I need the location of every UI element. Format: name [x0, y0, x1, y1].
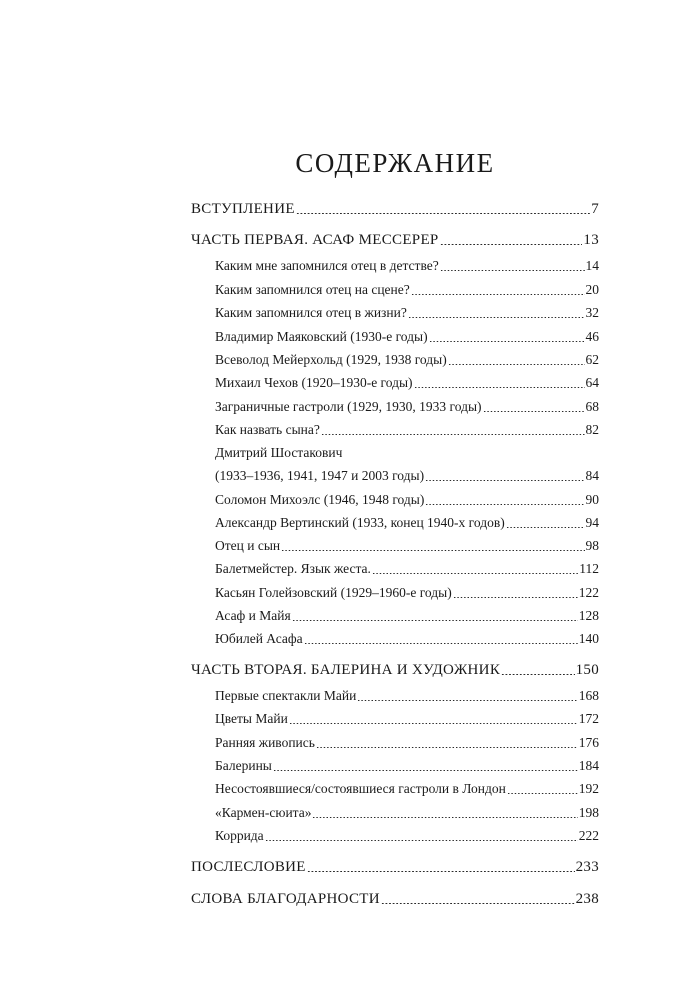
toc-entry [215, 490, 599, 510]
toc-entry [215, 826, 599, 846]
toc-entry-title: Как назвать сына? [215, 422, 320, 437]
toc-entry-page: 140 [578, 631, 599, 646]
toc-entry [215, 420, 599, 440]
toc-entry-title: Асаф и Майя [215, 608, 291, 623]
toc-entry-page: 222 [578, 828, 599, 843]
dot-leader [307, 871, 575, 872]
toc-entry [215, 327, 599, 347]
toc-entry-title: ЧАСТЬ ВТОРАЯ. БАЛЕРИНА И ХУДОЖНИК [191, 662, 501, 678]
dot-leader [304, 643, 578, 644]
toc-entry-title: ВСТУПЛЕНИЕ [191, 201, 295, 217]
toc-entry [215, 303, 599, 323]
toc-entry [215, 397, 599, 417]
toc-entry-page: 176 [578, 735, 599, 750]
toc-entry-title: Юбилей Асафа [215, 631, 303, 646]
toc-entry-page: 82 [585, 422, 599, 437]
toc-entry-page: 192 [578, 781, 599, 796]
toc-entry-title: Соломон Михоэлс (1946, 1948 годы) [215, 492, 425, 507]
toc-entry [215, 513, 599, 533]
dot-leader [501, 674, 574, 675]
page-title: СОДЕРЖАНИЕ [295, 148, 495, 178]
toc-entry-page: 7 [591, 201, 599, 217]
toc-entry [191, 199, 599, 219]
toc-entry [215, 803, 599, 823]
toc-entry [215, 536, 599, 556]
toc-entry [215, 350, 599, 370]
toc-entry-title: Дмитрий Шостакович [215, 445, 343, 460]
toc-entry-page: 150 [575, 662, 599, 678]
toc-entry-page: 64 [585, 375, 599, 390]
dot-leader [483, 411, 585, 412]
toc-entry [191, 660, 599, 680]
toc-entry-title: Балерины [215, 758, 272, 773]
toc-entry-page: 68 [585, 399, 599, 414]
toc-entry-title: Всеволод Мейерхольд (1929, 1938 годы) [215, 352, 447, 367]
toc-entry-page: 20 [585, 282, 599, 297]
toc-entry-page: 184 [578, 758, 599, 773]
dot-leader [289, 723, 578, 724]
dot-leader [408, 317, 585, 318]
toc-entry [215, 280, 599, 300]
toc-entry-page: 32 [585, 305, 599, 320]
toc-entry-title: Отец и сын [215, 538, 281, 553]
toc-entry [191, 230, 599, 250]
toc-entry-page: 94 [585, 515, 599, 530]
toc-entry-page: 14 [585, 258, 599, 273]
toc-entry [215, 629, 599, 649]
dot-leader [312, 817, 577, 818]
toc-entry [215, 733, 599, 753]
toc-entry-title: Владимир Маяковский (1930-е годы) [215, 329, 428, 344]
toc-entry-page: 90 [585, 492, 599, 507]
toc-entry-page: 233 [575, 859, 599, 875]
toc-entry-page: 62 [585, 352, 599, 367]
toc-entry-page: 198 [578, 805, 599, 820]
toc-entry-title: ЧАСТЬ ПЕРВАЯ. АСАФ МЕССЕРЕР [191, 232, 439, 248]
toc-entry [191, 857, 599, 877]
toc-entry-page: 238 [575, 891, 599, 907]
dot-leader [316, 747, 578, 748]
toc-entry [191, 889, 599, 909]
dot-leader [425, 504, 584, 505]
toc-entry [215, 606, 599, 626]
dot-leader [507, 793, 578, 794]
toc-entry-title: СЛОВА БЛАГОДАРНОСТИ [191, 891, 380, 907]
dot-leader [381, 903, 575, 904]
toc-entry-title: Ранняя живопись [215, 735, 315, 750]
dot-leader [506, 527, 585, 528]
toc-entry-title: Михаил Чехов (1920–1930-е годы) [215, 375, 413, 390]
toc-entry-title: Каким мне запомнился отец в детстве? [215, 258, 439, 273]
dot-leader [448, 364, 585, 365]
toc-entry-page: 13 [583, 232, 599, 248]
toc-entry-page: 112 [579, 561, 599, 576]
toc-entry-title: Касьян Голейзовский (1929–1960-е годы) [215, 585, 452, 600]
dot-leader [281, 550, 584, 551]
toc-entry-title: Каким запомнился отец в жизни? [215, 305, 407, 320]
dot-leader [440, 270, 585, 271]
toc-entry [215, 583, 599, 603]
dot-leader [429, 341, 585, 342]
toc-entry [215, 256, 599, 276]
toc-entry [215, 779, 599, 799]
toc-entry-title: Александр Вертинский (1933, конец 1940-х годов) [215, 515, 505, 530]
dot-leader [292, 620, 578, 621]
dot-leader [273, 770, 578, 771]
dot-leader [372, 573, 578, 574]
toc-entry-title: Балетмейстер. Язык жеста. [215, 561, 371, 576]
toc-entry-page: 172 [578, 711, 599, 726]
toc-entry-title: Несостоявшиеся/состоявшиеся гастроли в Лондон [215, 781, 506, 796]
toc-entry-page: 128 [578, 608, 599, 623]
toc-entry-page: 122 [578, 585, 599, 600]
toc-entry-title: ПОСЛЕСЛОВИЕ [191, 859, 306, 875]
dot-leader [265, 840, 578, 841]
toc-entry [215, 709, 599, 729]
toc-entry-title: «Кармен-сюита» [215, 805, 312, 820]
toc-entry [215, 559, 599, 579]
toc-entry [215, 443, 599, 463]
toc-entry-title: Первые спектакли Майи [215, 688, 357, 703]
dot-leader [440, 244, 583, 245]
toc-entry-page: 84 [585, 468, 599, 483]
dot-leader [425, 480, 584, 481]
toc-entry-page: 98 [585, 538, 599, 553]
dot-leader [453, 597, 578, 598]
toc-entry-title: (1933–1936, 1941, 1947 и 2003 годы) [215, 468, 425, 483]
dot-leader [321, 434, 585, 435]
toc-entry [215, 373, 599, 393]
dot-leader [296, 213, 590, 214]
toc-entry-title: Заграничные гастроли (1929, 1930, 1933 годы) [215, 399, 482, 414]
toc-entry-page: 168 [578, 688, 599, 703]
toc-entry-title: Цветы Майи [215, 711, 288, 726]
toc-entry-title: Каким запомнился отец на сцене? [215, 282, 410, 297]
toc-entry-title: Коррида [215, 828, 264, 843]
dot-leader [357, 700, 577, 701]
dot-leader [411, 294, 585, 295]
toc-entry [215, 686, 599, 706]
toc-entry [215, 756, 599, 776]
dot-leader [414, 387, 585, 388]
toc-entry-page: 46 [585, 329, 599, 344]
toc-entry [215, 466, 599, 486]
